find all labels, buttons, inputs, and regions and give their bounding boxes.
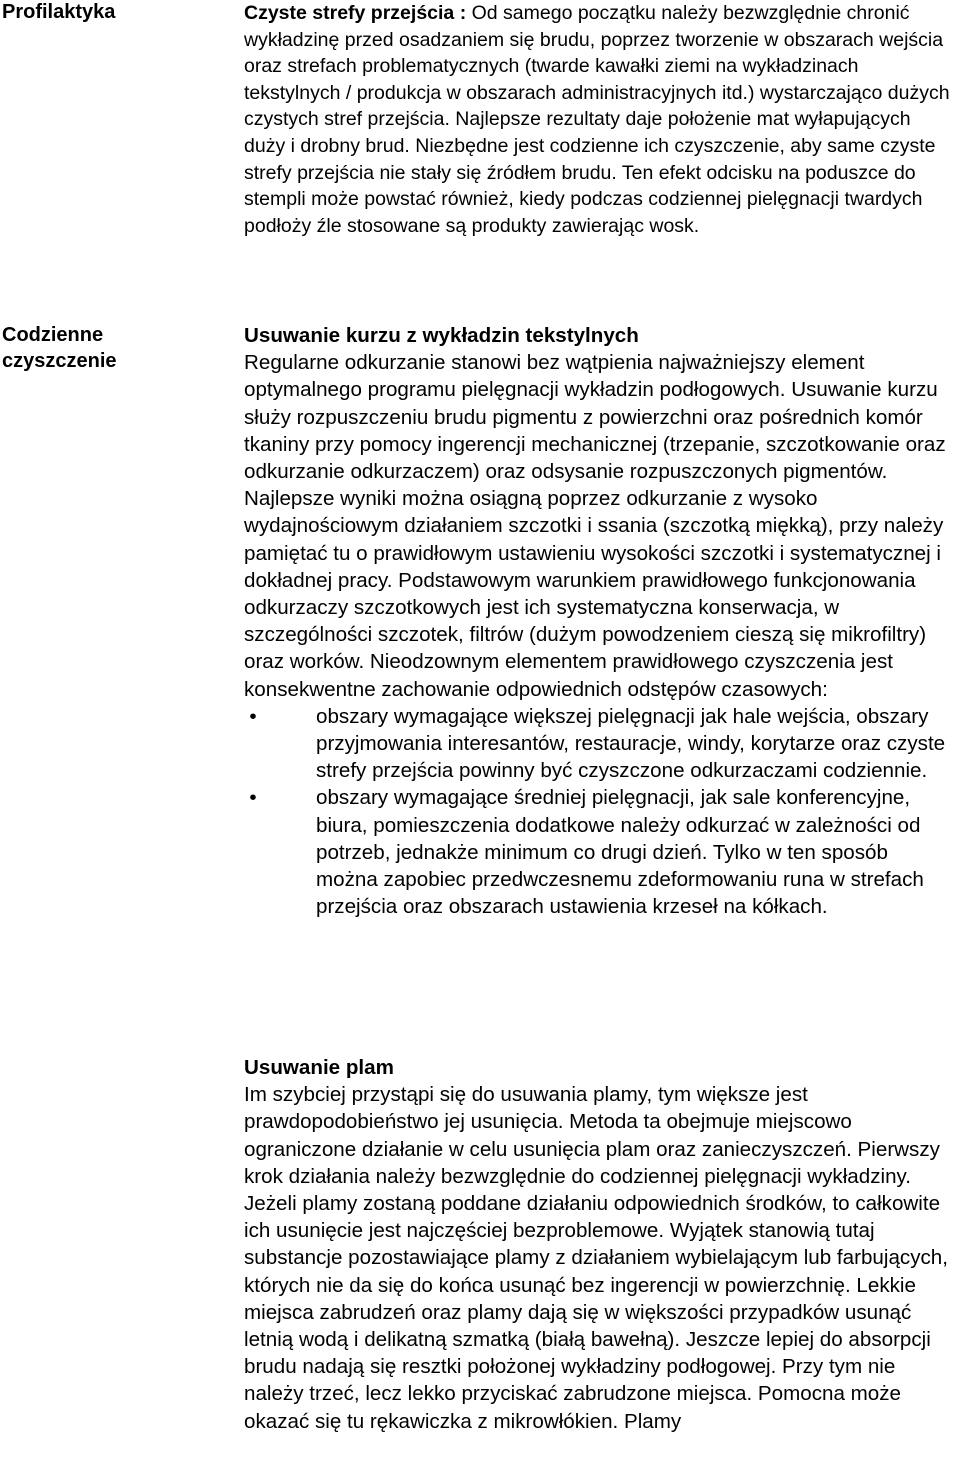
clean-zones-heading: Czyste strefy przejścia : [244, 2, 467, 24]
stain-removal-heading: Usuwanie plam [244, 1056, 394, 1079]
dust-removal-paragraph: Regularne odkurzanie stanowi bez wątpienia najważniejszy element optymalnego programu pielęgnacji wykładzin podłogowych. Usuwanie kurzu służy rozpuszczeniu brudu pigmentu z powierzchni oraz pośrednich komór tkaniny przy pomocy ingerencji mechanicznej (trzepanie, szczotkowanie oraz odkurzanie odkurzaczem) oraz odsysanie rozpuszczonych pigmentów. Najlepsze wyniki można osiągną poprzez odkurzanie z wysoko wydajnościowym działaniem szczotki i ssania (szczotką miękką), przy należy pamiętać tu o prawidłowym ustawieniu wysokości szczotki i systematycznej i dokładnej pracy. Podstawowym warunkiem prawidłowego funkcjonowania odkurzaczy szczotkowych jest ich systematyczna konserwacja, w szczególności szczotek, filtrów (dużym powodzeniem cieszą się mikrofiltry) oraz worków. Nieodzownym elementem prawidłowego czyszczenia jest konsekwentne zachowanie odpowiednich odstępów czasowych: [244, 351, 946, 701]
section-label-line-1: Codzienne [2, 324, 104, 346]
section-body-profilaktyka [244, 0, 954, 239]
section-body-codzienne [244, 322, 954, 920]
list-item [244, 784, 954, 920]
section-body-plamy [244, 1054, 954, 1435]
section-label-codzienne [2, 322, 222, 374]
section-label-line-2: czyszczenie [2, 350, 117, 372]
bullet-icon: • [249, 786, 257, 810]
dust-removal-heading: Usuwanie kurzu z wykładzin tekstylnych [244, 324, 639, 347]
stain-removal-paragraph: Im szybciej przystąpi się do usuwania plamy, tym większe jest prawdopodobieństwo jej usunięcia. Metoda ta obejmuje miejscowo ograniczone działanie w celu usunięcia plam oraz zanieczyszczeń. Pierwszy krok działania należy bezwzględnie do codziennej pielęgnacji wykładziny. Jeżeli plamy zostaną poddane działaniu odpowiednich środków, to całkowite ich usunięcie jest najczęściej bezproblemowe. Wyjątek stanowią tutaj substancje pozostawiające plamy z działaniem wybielającym lub farbujących, których nie da się do końca usunąć bez ingerencji w powierzchnię. Lekkie miejsca zabrudzeń oraz plamy dają się w większości przypadków usunąć letnią wodą i delikatną szmatką (białą bawełną). Jeszcze lepiej do absorpcji brudu nadają się resztki położonej wykładziny podłogowej. Przy tym nie należy trzeć, lecz lekko przyciskać zabrudzone miejsca. Pomocna może okazać się tu rękawiczka z mikrowłókien. Plamy [244, 1083, 948, 1433]
list-item-text: obszary wymagające średniej pielęgnacji, jak sale konferencyjne, biura, pomieszczenia dodatkowe należy odkurzać w zależności od potrzeb, jednakże minimum co drugi dzień. Tylko w ten sposób można zapobiec przedwczesnemu zdeformowaniu runa w strefach przejścia oraz obszarach ustawienia krzeseł na kółkach. [316, 786, 924, 919]
cleaning-interval-list [244, 703, 954, 921]
profilaktyka-text: Od samego początku należy bezwzględnie chronić wykładzinę przed osadzaniem się brudu, poprzez tworzenie w obszarach wejścia oraz strefach problematycznych (twarde kawałki ziemi na wykładzinach tekstylnych / produkcja w obszarach administracyjnych itd.) wystarczająco dużych czystych stref przejścia. Najlepsze rezultaty daje położenie mat wyłapujących duży i drobny brud. Niezbędne jest codzienne ich czyszczenie, aby same czyste strefy przejścia nie stały się źródłem brudu. Ten efekt odcisku na poduszce do stempli może powstać również, kiedy podczas codziennej pielęgnacji twardych podłoży źle stosowane są produkty zawierając wosk. [244, 2, 950, 237]
section-label-text: Profilaktyka [2, 1, 116, 23]
bullet-icon: • [249, 704, 257, 728]
profilaktyka-paragraph [244, 0, 954, 239]
list-item-text: obszary wymagające większej pielęgnacji jak hale wejścia, obszary przyjmowania interesantów, restauracje, windy, korytarze oraz czyste strefy przejścia powinny być czyszczone odkurzaczami codziennie. [316, 704, 946, 783]
section-label-profilaktyka [2, 0, 222, 25]
list-item [244, 703, 954, 785]
